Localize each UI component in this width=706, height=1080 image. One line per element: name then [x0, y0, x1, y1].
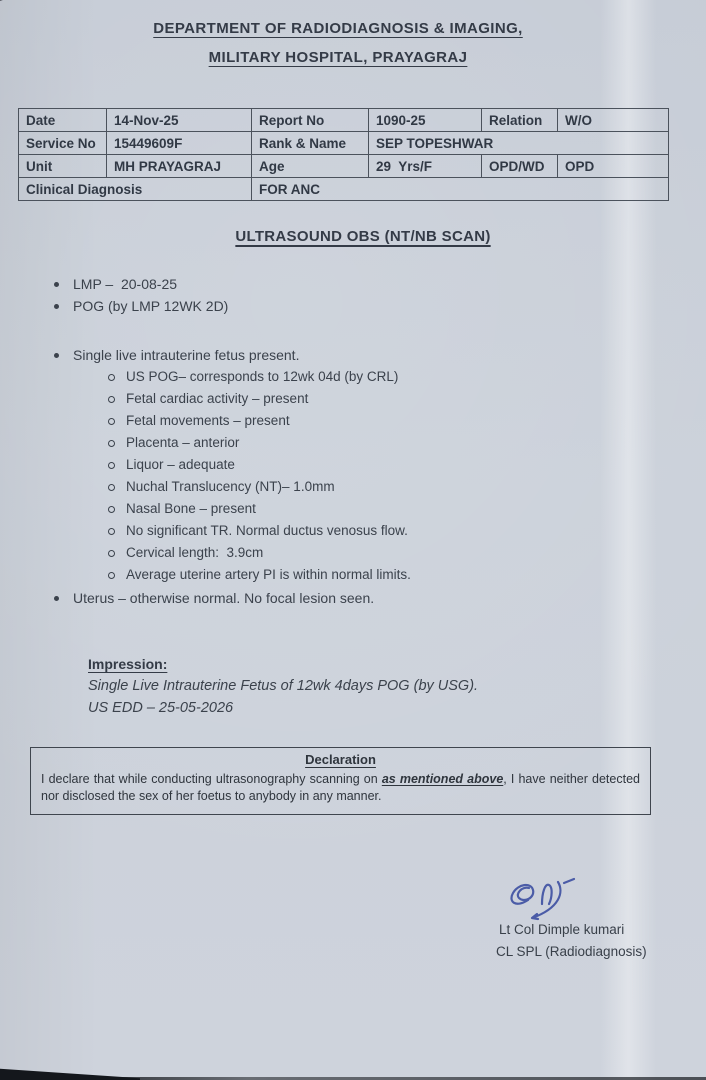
list-item-cardiac-activity: Fetal cardiac activity – present [106, 388, 411, 410]
impression-heading: Impression: [88, 656, 168, 672]
value-report-no: 1090-25 [369, 109, 482, 132]
declaration-text-before: I declare that while conducting ultrasonography scanning on [41, 772, 382, 786]
list-item-pog: POG (by LMP 12WK 2D) [52, 295, 228, 317]
impression-line-1: Single Live Intrauterine Fetus of 12wk 4days POG (by USG). [88, 678, 479, 694]
list-item-uterine-artery: Average uterine artery PI is within normal limits. [106, 564, 411, 586]
label-date: Date [19, 109, 107, 132]
department-title: DEPARTMENT OF RADIODIAGNOSIS & IMAGING, [153, 20, 523, 37]
signatory-name: Lt Col Dimple kumari [499, 922, 625, 937]
value-age: 29 Yrs/F [369, 155, 482, 178]
label-unit: Unit [19, 155, 107, 178]
scan-title: ULTRASOUND OBS (NT/NB SCAN) [235, 228, 491, 245]
value-date: 14-Nov-25 [107, 109, 252, 132]
findings-closing-bullet [52, 587, 374, 609]
declaration-emphasis: as mentioned above [381, 772, 504, 786]
value-relation: W/O [558, 109, 669, 132]
list-item-tr-ductus: No significant TR. Normal ductus venosus flow. [106, 520, 411, 542]
label-report-no: Report No [252, 109, 369, 132]
label-clinical-diagnosis: Clinical Diagnosis [19, 178, 252, 201]
findings-top-bullets [52, 273, 228, 317]
table-row-service [19, 132, 669, 155]
report-header [0, 14, 676, 72]
list-item-fetal-movements: Fetal movements – present [106, 410, 411, 432]
declaration-box [30, 747, 651, 815]
declaration-heading: Declaration [305, 752, 376, 767]
signature-scribble [498, 874, 590, 926]
value-opd-wd: OPD [558, 155, 669, 178]
list-item-lmp: LMP – 20-08-25 [52, 273, 228, 295]
label-service-no: Service No [19, 132, 107, 155]
list-item-fetus-present: Single live intrauterine fetus present. [52, 344, 299, 366]
value-rank-name: SEP TOPESHWAR [369, 132, 669, 155]
label-age: Age [252, 155, 369, 178]
table-row-diagnosis [19, 178, 669, 201]
list-item-us-pog: US POG– corresponds to 12wk 04d (by CRL) [106, 366, 411, 388]
patient-info-table [18, 108, 669, 201]
findings-sub-list [106, 366, 411, 586]
findings-main-bullet [52, 344, 299, 366]
label-opd-wd: OPD/WD [482, 155, 558, 178]
declaration-text-after: , I have neither detected nor disclosed the sex of her foetus to anybody in any manner. [41, 772, 640, 803]
list-item-liquor: Liquor – adequate [106, 454, 411, 476]
impression-section [88, 653, 478, 719]
table-row-date [19, 109, 669, 132]
list-item-placenta: Placenta – anterior [106, 432, 411, 454]
value-unit: MH PRAYAGRAJ [107, 155, 252, 178]
list-item-cervical-length: Cervical length: 3.9cm [106, 542, 411, 564]
table-row-unit [19, 155, 669, 178]
signatory-designation: CL SPL (Radiodiagnosis) [496, 944, 647, 959]
value-service-no: 15449609F [107, 132, 252, 155]
label-relation: Relation [482, 109, 558, 132]
impression-line-2: US EDD – 25-05-2026 [88, 700, 234, 716]
list-item-nuchal-translucency: Nuchal Translucency (NT)– 1.0mm [106, 476, 411, 498]
hospital-title: MILITARY HOSPITAL, PRAYAGRAJ [208, 49, 468, 66]
declaration-text [41, 771, 640, 805]
value-clinical-diagnosis: FOR ANC [252, 178, 669, 201]
label-rank-name: Rank & Name [252, 132, 369, 155]
list-item-nasal-bone: Nasal Bone – present [106, 498, 411, 520]
list-item-uterus: Uterus – otherwise normal. No focal lesion seen. [52, 587, 374, 609]
photo-edge-top-left [0, 0, 45, 3]
